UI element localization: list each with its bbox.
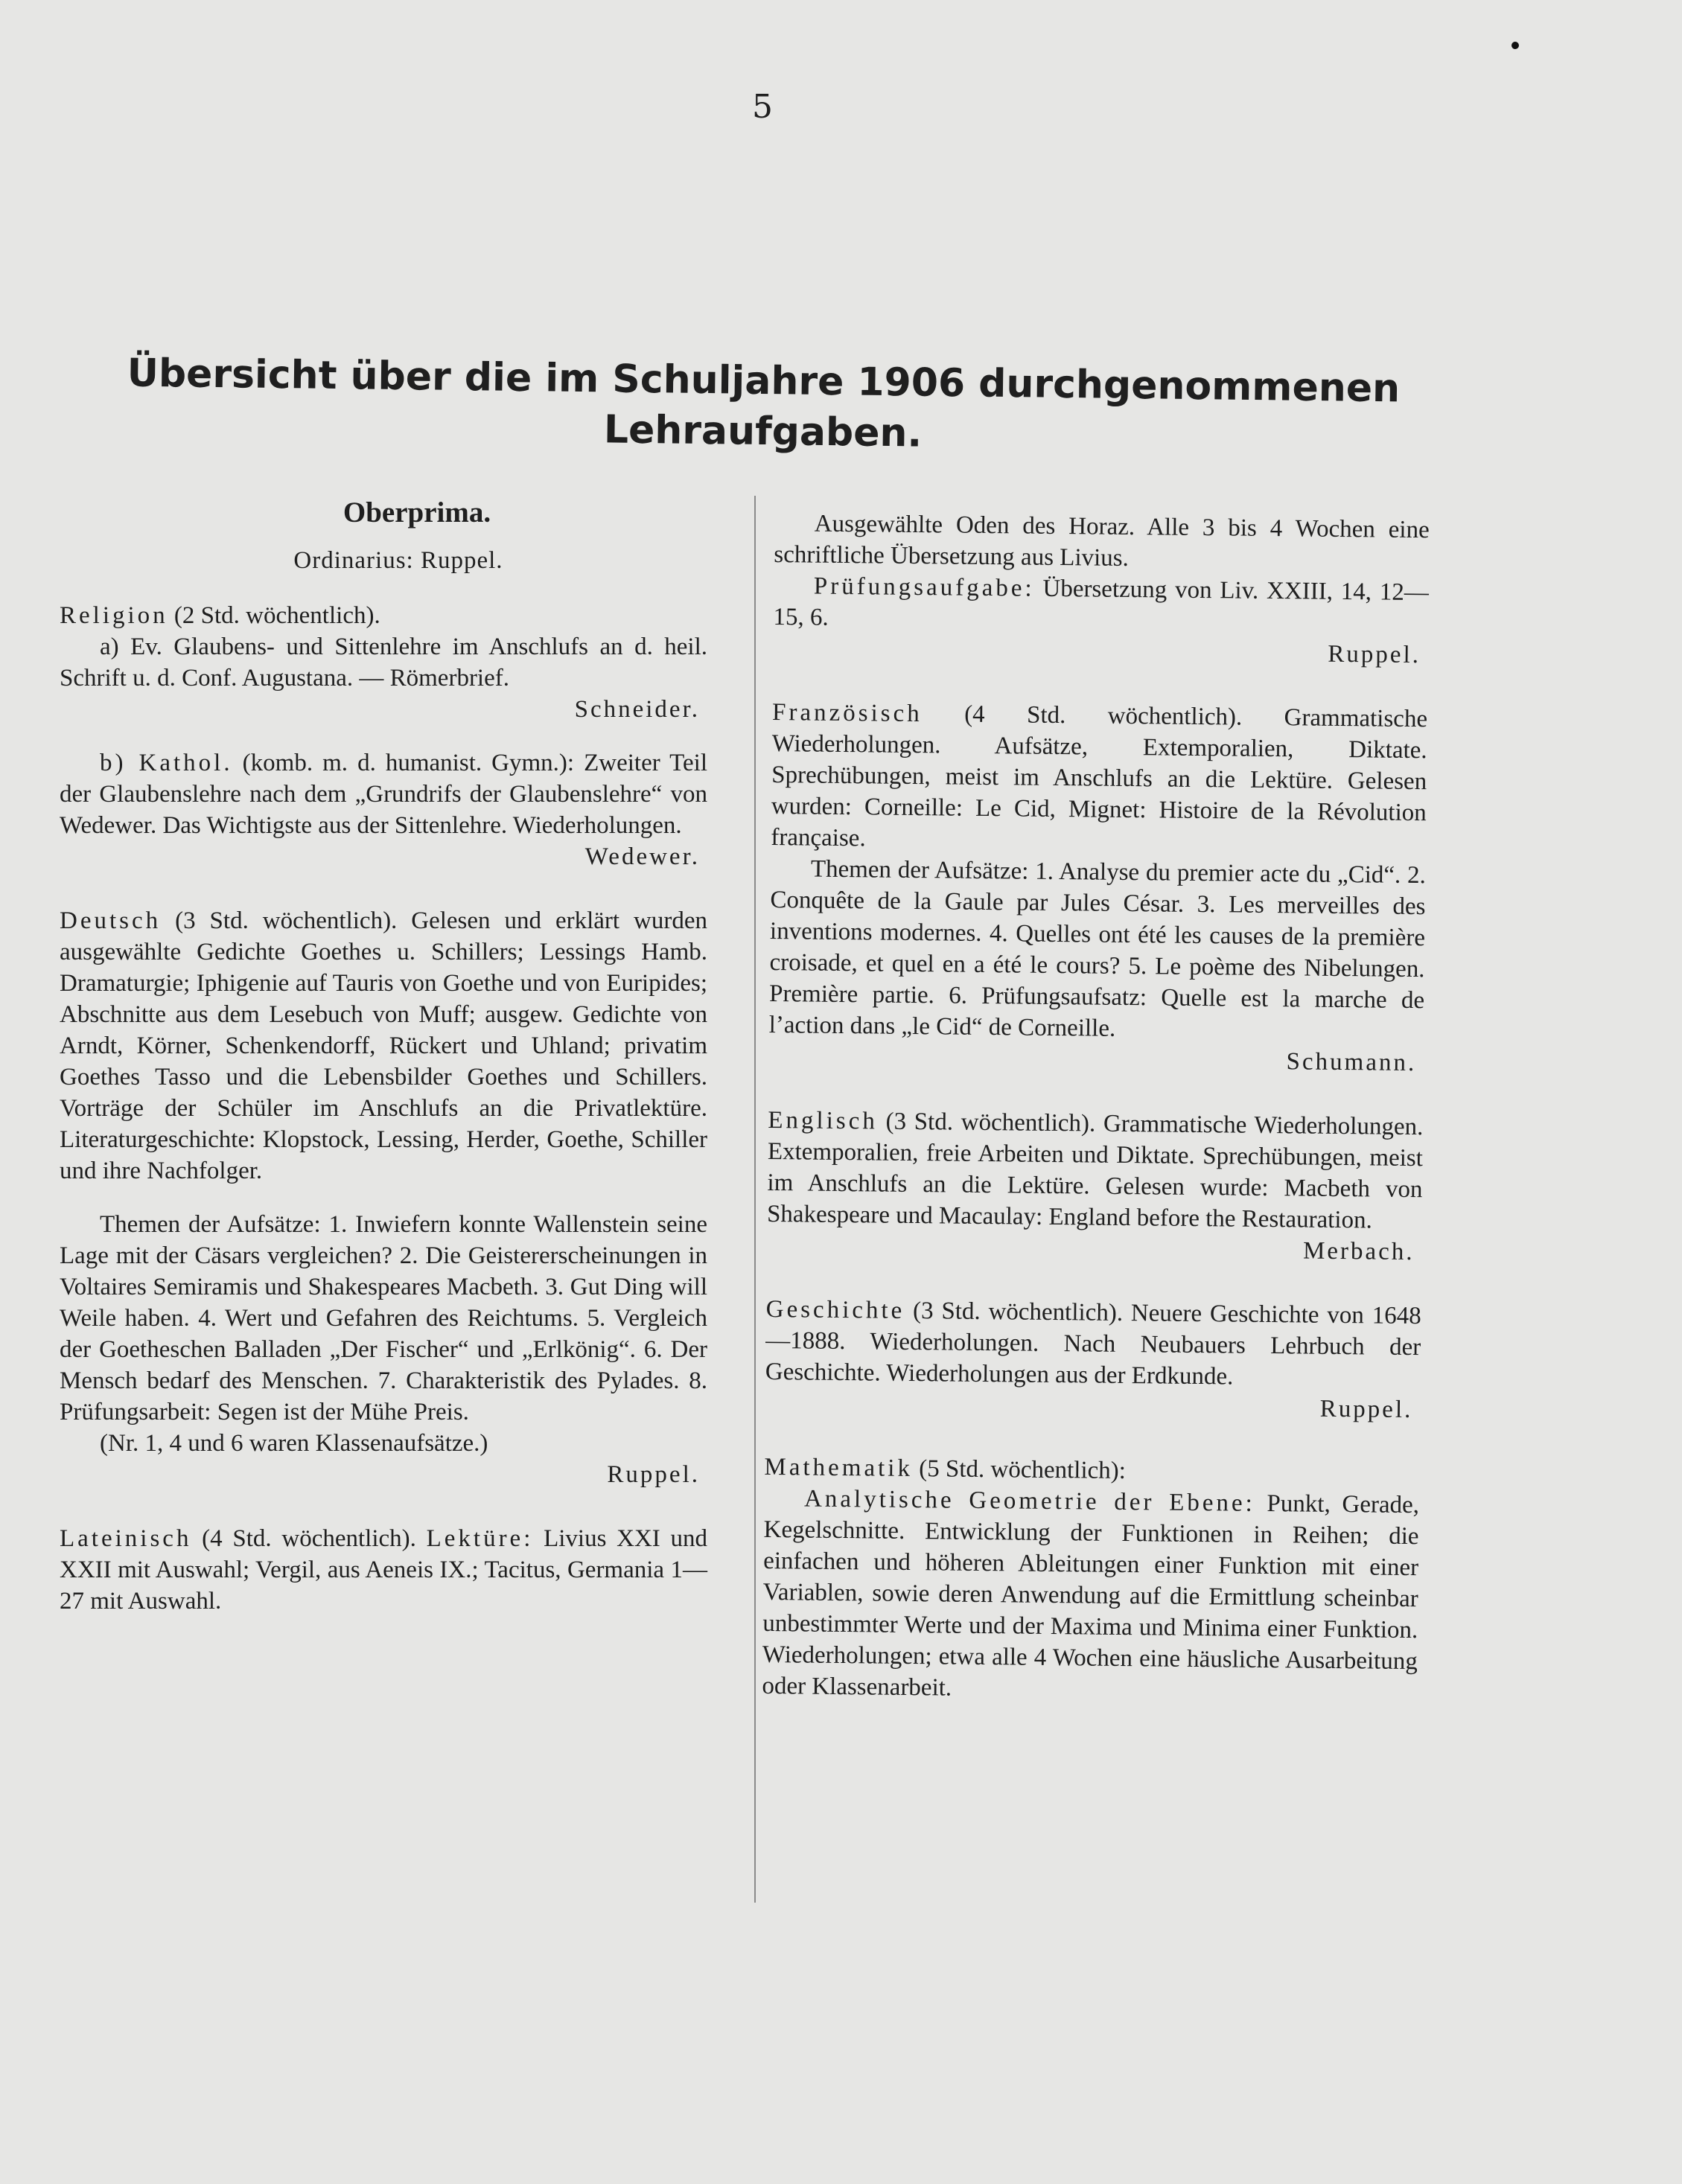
latein-lektuere-label: Lektüre:	[426, 1525, 534, 1552]
mathe-sub-heading: Analytische Geometrie der Ebene:	[803, 1485, 1255, 1517]
class-title: Oberprima.	[343, 496, 491, 529]
franz-heading: Französisch	[771, 698, 923, 728]
ink-speck	[1511, 42, 1519, 49]
latein-cont-text: Ausgewählte Oden des Horaz. Alle 3 bis 4 Wochen eine schriftliche Übersetzung aus Livius.	[774, 510, 1430, 572]
deutsch-heading: Deutsch	[60, 907, 162, 934]
religion-b-teacher: Wedewer.	[584, 843, 700, 870]
column-divider	[754, 496, 756, 1903]
mathe-heading: Mathematik	[764, 1453, 914, 1483]
geschichte-heading: Geschichte	[765, 1295, 905, 1324]
left-column	[60, 497, 707, 1650]
deutsch-text: (3 Std. wöchentlich). Gelesen und erklärt wurden ausgewählte Gedichte Goethes u. Schillers; Lessings Hamb. Dramaturgie; Iphigenie auf Tauris von Goethe und von Euripides; Abschnitte aus dem Lesebuch von Muff; ausgew. Gedichte von Arndt, Körner, Schenkendorff, Rückert und Uhland; privatim Goethes Tasso und die Lebensbilder Goethes und Schillers. Vorträge der Schüler im Anschlufs an die Privatlektüre. Literaturgeschichte: Klopstock, Lessing, Herder, Goethe, Schiller und ihre Nachfolger.	[60, 907, 708, 1184]
latein-text: Livius XXI und XXII mit Auswahl; Vergil, aus Aeneis IX.; Tacitus, Germania 1—27 mit Auswahl.	[60, 1525, 708, 1615]
religion-a-teacher: Schneider.	[574, 696, 700, 723]
subject-geschichte	[765, 1294, 1421, 1425]
geschichte-text: (3 Std. wöchentlich). Neuere Geschichte von 1648—1888. Wiederholungen. Nach Neubauers Lehrbuch der Geschichte. Wiederholungen aus der Erdkunde.	[765, 1297, 1421, 1390]
latein-cont-teacher: Ruppel.	[1328, 640, 1421, 669]
subject-englisch	[766, 1105, 1423, 1268]
englisch-heading: Englisch	[768, 1106, 879, 1135]
page-title: Übersicht über die im Schuljahre 1906 durchgenommenen Lehraufgaben.	[127, 351, 1401, 456]
deutsch-teacher: Ruppel.	[607, 1461, 700, 1488]
religion-heading: Religion	[60, 602, 168, 629]
right-column	[762, 508, 1430, 1741]
deutsch-themen: Themen der Aufsätze: 1. Inwiefern konnte Wallenstein seine Lage mit der Cäsars vergleichen? 2. Die Geistererscheinungen in Voltaires Semiramis und Shakespeares Macbeth. 3. Gut Ding will Weile haben. 4. Wert und Gefahren des Reichtums. 5. Vergleich der Goetheschen Balladen „Der Fischer“ und „Erlkönig“. 6. Der Mensch bedarf des Menschen. 7. Charakteristik des Pylades. 8. Prüfungsarbeit: Segen ist der Mühe Preis.	[60, 1211, 707, 1425]
subject-latein	[60, 1523, 707, 1617]
page-number: 5	[752, 88, 773, 126]
franz-themen: Themen der Aufsätze: 1. Analyse du premier acte du „Cid“. 2. Conquête de la Gaule par Jules César. 3. Les merveilles des inventions modernes. 4. Quelles ont été les causes de la première croisade, et quel en a été le cours? 5. Le poème des Nibelungen. Première partie. 6. Prüfungsaufsatz: Quelle est la marche de l’action dans „le Cid“ de Corneille.	[768, 855, 1427, 1042]
subject-franzoesisch	[768, 697, 1427, 1079]
deutsch-note: (Nr. 1, 4 und 6 waren Klassenaufsätze.)	[100, 1430, 488, 1457]
englisch-teacher: Merbach.	[1302, 1237, 1415, 1266]
pruefung-label: Prüfungsaufgabe:	[813, 572, 1035, 602]
mathe-text: Punkt, Gerade, Kegelschnitte. Entwicklung der Funktionen in Reihen; die einfachen und höheren Ableitungen einer Funktion mit einer Variablen, sowie deren Anwendung auf die Ermittlung scheinbar unbestimmter Werte und der Maxima und Minima einer Funktion. Wiederholungen; etwa alle 4 Wochen eine häusliche Ausarbeitung oder Klassenarbeit.	[762, 1490, 1420, 1702]
latein-heading: Lateinisch	[60, 1525, 192, 1552]
religion-hours: (2 Std. wöchentlich).	[173, 602, 380, 629]
geschichte-teacher: Ruppel.	[1319, 1395, 1413, 1424]
franz-text: (4 Std. wöchentlich). Grammatische Wiederholungen. Aufsätze, Extemporalien, Diktate. Sprechübungen, meist im Anschlufs an die Lektüre. Gelesen wurden: Corneille: Le Cid, Mignet: Histoire de la Révolution française.	[771, 700, 1428, 852]
latein-hours: (4 Std. wöchentlich).	[202, 1525, 416, 1552]
franz-teacher: Schumann.	[1286, 1048, 1417, 1077]
ordinarius: Ordinarius: Ruppel.	[293, 547, 503, 574]
subject-religion	[60, 600, 707, 872]
subject-latein-continued	[773, 508, 1430, 671]
mathe-hours: (5 Std. wöchentlich):	[919, 1455, 1127, 1485]
englisch-text: (3 Std. wöchentlich). Grammatische Wiederholungen. Extemporalien, freie Arbeiten und Diktate. Sprechübungen, meist im Anschlufs an die Lektüre. Gelesen wurde: Macbeth von Shakespeare und Macaulay: England before the Restauration.	[766, 1108, 1424, 1234]
religion-a-text: a) Ev. Glaubens- und Sittenlehre im Anschlufs an d. heil. Schrift u. d. Conf. Augustana. — Römerbrief.	[60, 633, 707, 692]
pruefung-text: Übersetzung von Liv. XXIII, 14, 12—15, 6.	[773, 575, 1430, 631]
religion-b-text: (komb. m. d. humanist. Gymn.): Zweiter Teil der Glaubenslehre nach dem „Grundrifs der Glaubenslehre“ von Wedewer. Das Wichtigste aus der Sittenlehre. Wiederholungen.	[60, 750, 707, 839]
religion-b-label: b) Kathol.	[100, 750, 233, 776]
subject-deutsch	[60, 905, 707, 1490]
subject-mathematik	[762, 1452, 1419, 1708]
